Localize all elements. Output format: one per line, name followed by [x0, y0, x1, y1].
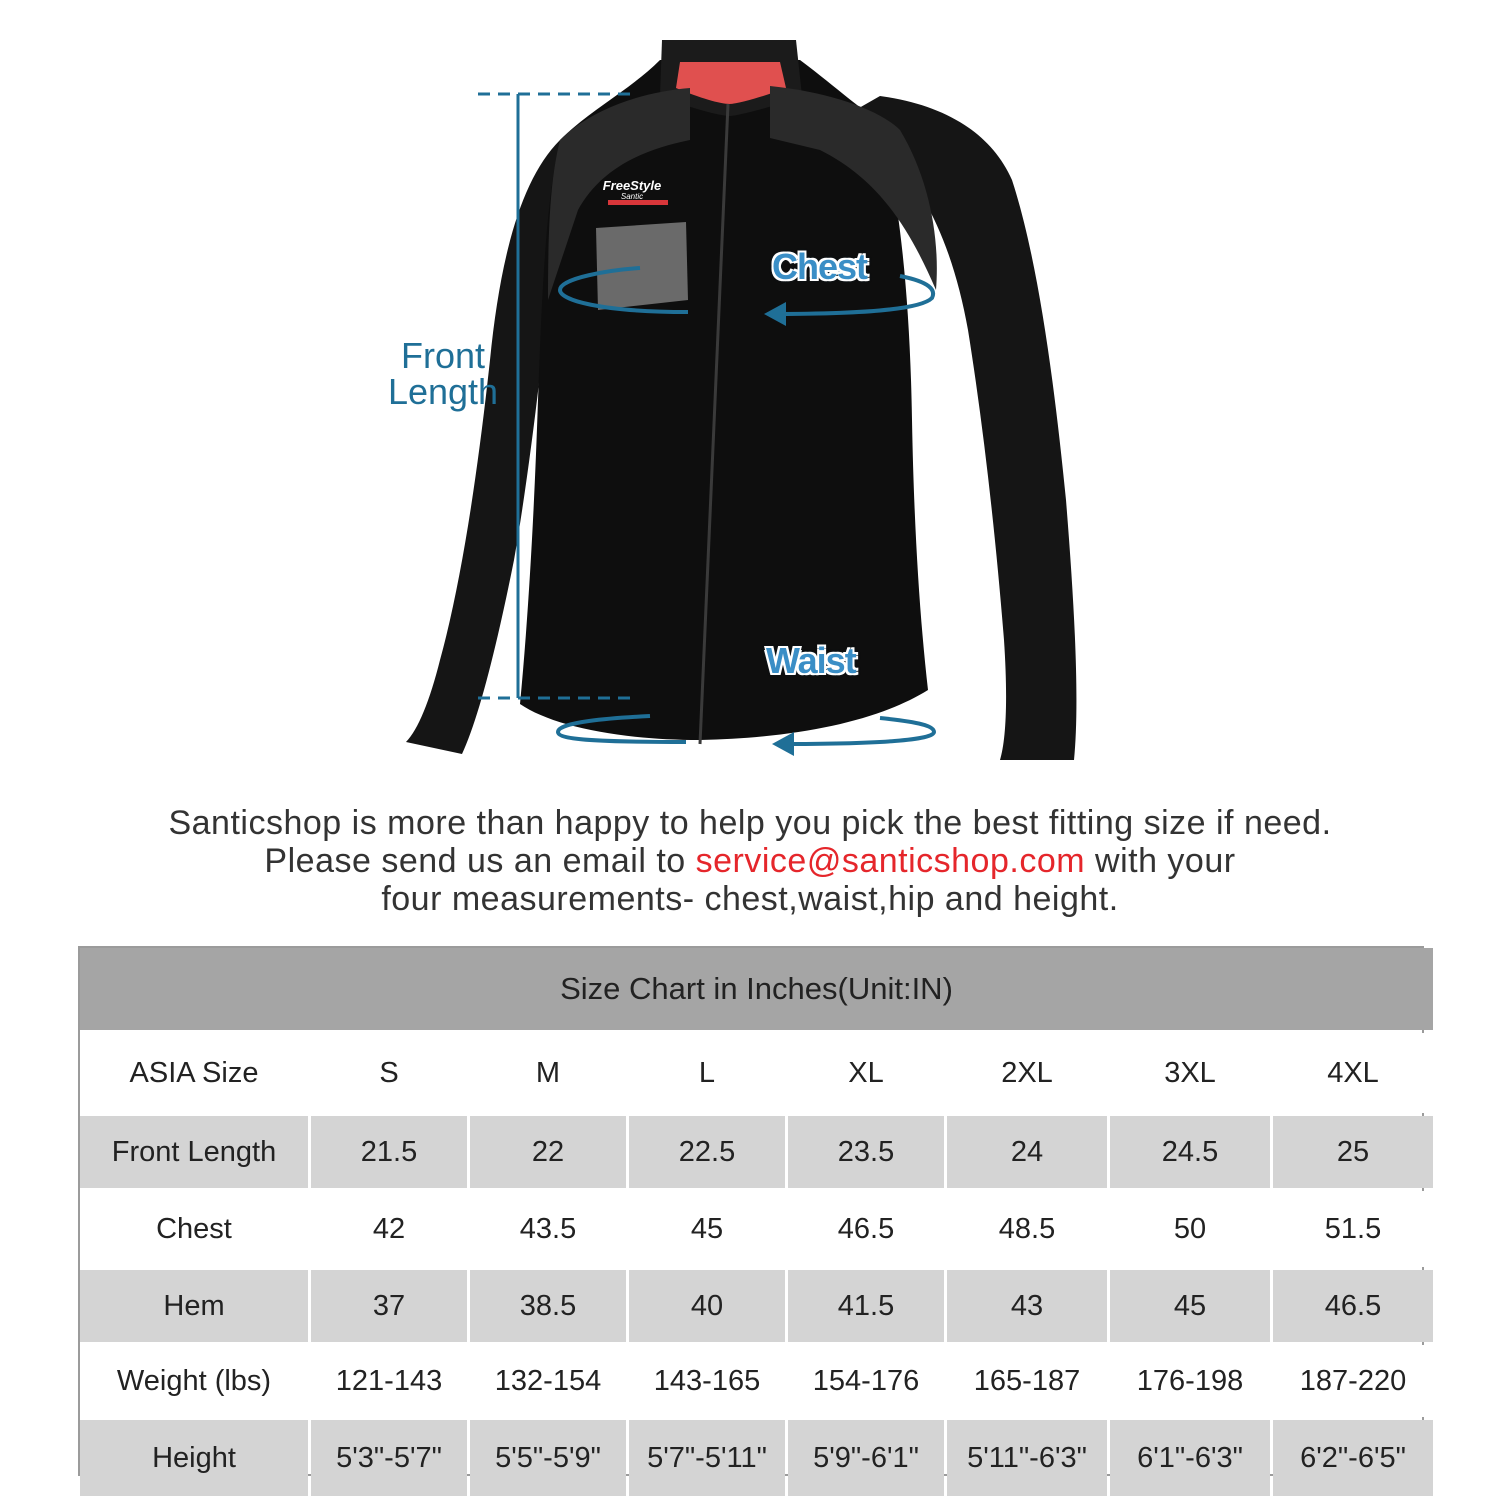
table-header-size: XL	[788, 1033, 944, 1113]
front-length-label-line1: Front	[400, 335, 486, 376]
table-cell: 5'9"-6'1"	[788, 1420, 944, 1496]
front-length-label	[368, 335, 518, 412]
table-header-size: L	[629, 1033, 785, 1113]
size-chart-table	[78, 946, 1424, 1476]
table-cell: 154-176	[788, 1345, 944, 1417]
chest-stripe	[596, 222, 688, 310]
waist-label: Waist	[766, 640, 856, 681]
brand-text: FreeStyle	[602, 178, 662, 193]
help-line2-prefix: Please send us an email to	[264, 842, 696, 880]
help-line2	[0, 842, 1500, 880]
table-cell: 23.5	[788, 1116, 944, 1188]
table-cell: 38.5	[470, 1270, 626, 1342]
table-cell: 24	[947, 1116, 1107, 1188]
table-cell: 132-154	[470, 1345, 626, 1417]
table-cell: 5'11"-6'3"	[947, 1420, 1107, 1496]
front-length-label-line2: Length	[387, 371, 499, 412]
table-header-size-label: ASIA Size	[80, 1033, 308, 1113]
table-header-size: S	[311, 1033, 467, 1113]
help-line1: Santicshop is more than happy to help you pick the best fitting size if need.	[168, 804, 1332, 842]
table-cell: 6'2"-6'5"	[1273, 1420, 1433, 1496]
table-cell: 22	[470, 1116, 626, 1188]
table-cell: 5'3"-5'7"	[311, 1420, 467, 1496]
table-row-label: Height	[80, 1420, 308, 1496]
waist-arrowhead-icon	[772, 732, 794, 756]
table-cell: 43	[947, 1270, 1107, 1342]
table-cell: 51.5	[1273, 1191, 1433, 1267]
help-line3: four measurements- chest,waist,hip and height.	[381, 880, 1119, 918]
table-cell: 187-220	[1273, 1345, 1433, 1417]
table-header-size: 3XL	[1110, 1033, 1270, 1113]
table-cell: 50	[1110, 1191, 1270, 1267]
table-cell: 48.5	[947, 1191, 1107, 1267]
help-line2-suffix: with your	[1085, 842, 1236, 880]
table-cell: 42	[311, 1191, 467, 1267]
table-cell: 37	[311, 1270, 467, 1342]
size-chart-title: Size Chart in Inches(Unit:IN)	[80, 948, 1433, 1030]
table-header-size: 2XL	[947, 1033, 1107, 1113]
table-cell: 22.5	[629, 1116, 785, 1188]
table-cell: 5'7"-5'11"	[629, 1420, 785, 1496]
table-cell: 176-198	[1110, 1345, 1270, 1417]
table-cell: 121-143	[311, 1345, 467, 1417]
table-row-label: Front Length	[80, 1116, 308, 1188]
table-cell: 24.5	[1110, 1116, 1270, 1188]
table-cell: 143-165	[629, 1345, 785, 1417]
table-cell: 6'1"-6'3"	[1110, 1420, 1270, 1496]
table-cell: 43.5	[470, 1191, 626, 1267]
table-cell: 46.5	[788, 1191, 944, 1267]
table-cell: 21.5	[311, 1116, 467, 1188]
chest-label: Chest	[772, 246, 868, 287]
table-cell: 5'5"-5'9"	[470, 1420, 626, 1496]
table-row-label: Weight (lbs)	[80, 1345, 308, 1417]
table-cell: 45	[629, 1191, 785, 1267]
table-header-size: M	[470, 1033, 626, 1113]
support-email-link[interactable]: service@santicshop.com	[695, 842, 1086, 880]
table-row-label: Hem	[80, 1270, 308, 1342]
table-row-label: Chest	[80, 1191, 308, 1267]
table-cell: 46.5	[1273, 1270, 1433, 1342]
table-cell: 45	[1110, 1270, 1270, 1342]
table-cell: 40	[629, 1270, 785, 1342]
table-header-size: 4XL	[1273, 1033, 1433, 1113]
table-cell: 165-187	[947, 1345, 1107, 1417]
table-cell: 25	[1273, 1116, 1433, 1188]
brand-subtext: Santic	[620, 192, 644, 201]
help-text	[0, 804, 1500, 918]
table-cell: 41.5	[788, 1270, 944, 1342]
